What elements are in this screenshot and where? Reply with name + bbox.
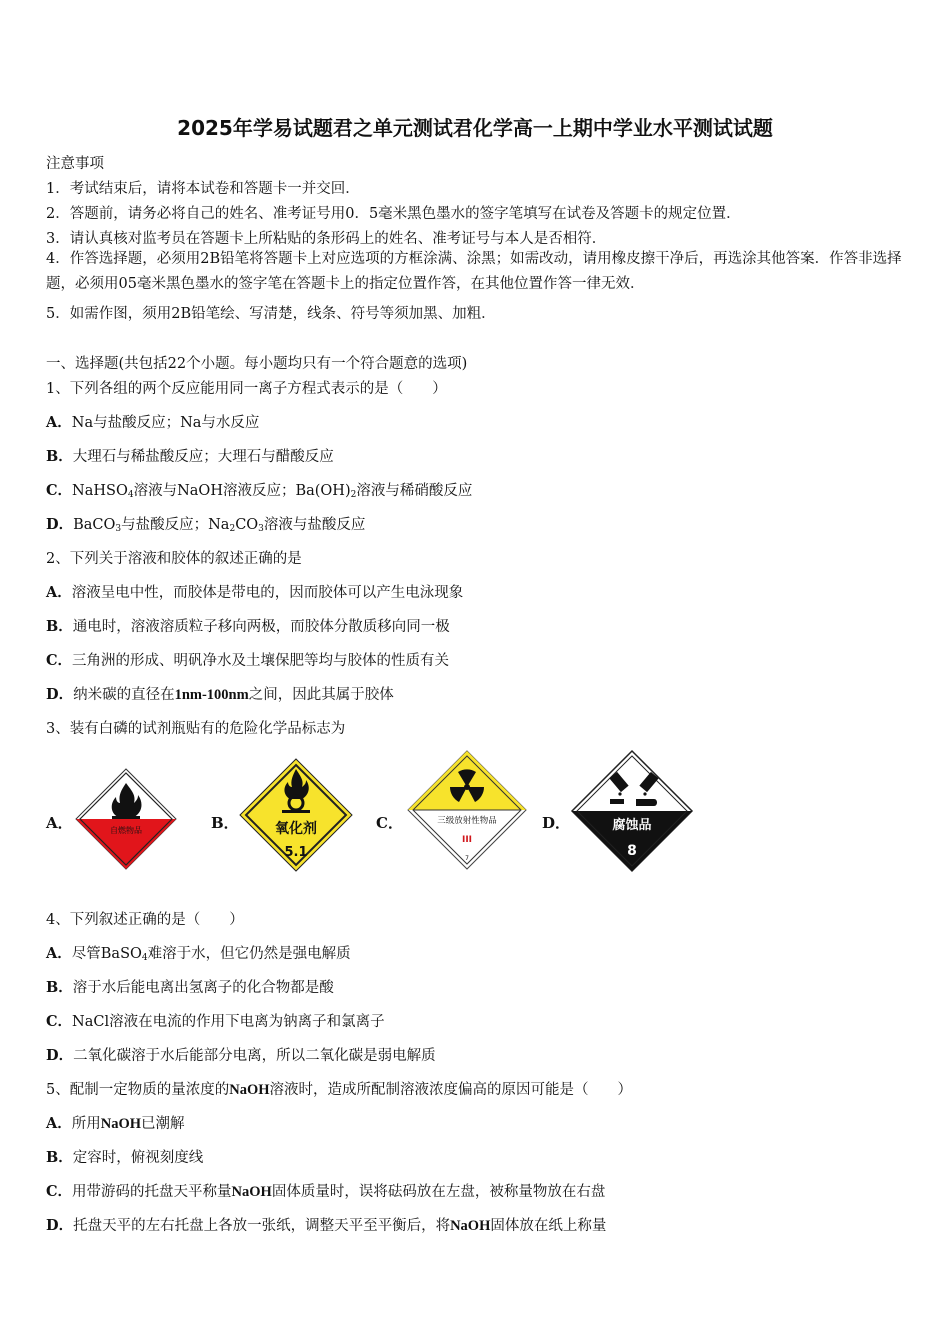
q5-option-d (46, 1214, 606, 1235)
stem-text: 5、配制一定物质的量浓度的 (46, 1082, 230, 1098)
option-text: 托盘天平的左右托盘上各放一张纸，调整天平至平衡后，将 (73, 1218, 451, 1234)
option-text: NaCl溶液在电流的作用下电离为钠离子和氯离子 (72, 1014, 385, 1030)
option-text: 固体质量时，误将砝码放在左盘，被称量物放在右盘 (271, 1184, 606, 1200)
option-letter: C． (46, 1183, 73, 1200)
q2-option-b (46, 615, 450, 636)
option-letter: A． (46, 414, 72, 431)
q4-stem: 4、下列叙述正确的是（ ） (46, 912, 244, 928)
stem-text: 溶液时，造成所配制溶液浓度偏高的原因可能是（ ） (269, 1082, 633, 1098)
option-letter: B． (46, 1149, 73, 1166)
subscript: 2 (229, 524, 236, 534)
sign-d-class: 8 (627, 843, 637, 859)
option-letter: B． (46, 448, 73, 465)
option-text: 通电时，溶液溶质粒子移向两极，而胶体分散质移向同一极 (72, 619, 450, 635)
option-letter: B． (46, 618, 73, 635)
spontaneous-combustion-sign (74, 767, 178, 871)
q2-option-a (46, 581, 463, 602)
option-text: 溶于水后能电离出氢离子的化合物都是酸 (72, 980, 334, 996)
option-text: 三角洲的形成、明矾净水及土壤保肥等均与胶体的性质有关 (72, 653, 450, 669)
q5-option-a (46, 1112, 185, 1133)
formula: CO (235, 517, 259, 533)
page-title: 2025年学易试题君之单元测试君化学高一上期中学业水平测试试题 (177, 116, 773, 140)
radioactive-sign (406, 749, 528, 871)
formula: NaHSO (72, 483, 128, 499)
oxidizer-sign (238, 757, 354, 873)
notice-item-3: 3．请认真核对监考员在答题卡上所粘贴的条形码上的姓名、准考证号与本人是否相符． (46, 231, 607, 247)
stem-text: NaOH (229, 1082, 270, 1098)
sign-d-label: 腐蚀品 (612, 818, 652, 833)
q3-stem: 3、装有白磷的试剂瓶贴有的危险化学品标志为 (46, 721, 346, 737)
option-letter: C． (46, 482, 73, 499)
option-letter: A． (46, 584, 72, 601)
option-text: 大理石与稀盐酸反应；大理石与醋酸反应 (72, 449, 334, 465)
q5-option-b (46, 1146, 203, 1167)
q1-option-a (46, 411, 259, 432)
option-text: 二氧化碳溶于水后能部分电离，所以二氧化碳是弱电解质 (73, 1048, 436, 1064)
q5-stem (46, 1078, 632, 1099)
notice-item-1: 1．考试结束后，请将本试卷和答题卡一并交回． (46, 181, 360, 197)
option-text: 已潮解 (141, 1116, 185, 1132)
option-text: 难溶于水，但它仍然是强电解质 (147, 946, 351, 962)
option-letter: D． (46, 686, 74, 703)
sign-b-class: 5.1 (284, 845, 308, 860)
subscript: 3 (258, 524, 264, 534)
subscript: 4 (127, 490, 134, 500)
q2-option-c (46, 649, 449, 670)
option-text: 固体放在纸上称量 (490, 1218, 607, 1234)
q1-option-c (46, 479, 472, 500)
q4-option-c (46, 1010, 385, 1031)
option-letter: A． (46, 814, 73, 832)
sign-c-label: 三级放射性物品 (437, 816, 497, 826)
q2-stem: 2、下列关于溶液和胶体的叙述正确的是 (46, 551, 302, 567)
notice-item-5: 5．如需作图，须用2B铅笔绘、写清楚，线条、符号等须加黑、加粗． (46, 306, 496, 322)
hazard-sign-row (46, 745, 726, 875)
corrosive-sign (570, 749, 694, 873)
option-letter: D． (542, 814, 571, 832)
option-text: NaOH (450, 1218, 491, 1234)
sign-c-category: III (461, 835, 473, 845)
q4-option-b (46, 976, 334, 997)
option-letter: C． (46, 1013, 73, 1030)
q1-option-b (46, 445, 334, 466)
subscript: 3 (115, 524, 122, 534)
sign-a-label: 自燃物品 (110, 826, 142, 835)
q5-option-c (46, 1180, 605, 1201)
option-letter: C． (46, 652, 73, 669)
option-letter: B． (46, 979, 73, 996)
option-text: 所用 (71, 1116, 101, 1132)
option-text: 与盐酸反应；Na (121, 517, 230, 533)
q1-option-d (46, 513, 365, 534)
option-text: NaOH (100, 1116, 142, 1132)
subscript: 4 (141, 953, 148, 963)
option-text: 尽管BaSO (71, 946, 142, 962)
section-heading: 一、选择题(共包括22个小题。每小题均只有一个符合题意的选项) (46, 356, 468, 372)
option-text: 溶液呈电中性，而胶体是带电的，因而胶体可以产生电泳现象 (71, 585, 464, 601)
option-letter: A． (46, 945, 72, 962)
q1-stem: 1、下列各组的两个反应能用同一离子方程式表示的是（ ） (46, 381, 447, 397)
option-text: 定容时，俯视刻度线 (72, 1150, 204, 1166)
option-text: 纳米碳的直径在 (73, 687, 175, 703)
option-text: 溶液与盐酸反应 (263, 517, 366, 533)
subscript: 2 (350, 490, 357, 500)
option-letter: B． (211, 814, 239, 832)
option-letter: A． (46, 1115, 72, 1132)
q4-option-a (46, 942, 351, 963)
notice-item-4: 4．作答选择题，必须用2B铅笔将答题卡上对应选项的方框涂满、涂黑；如需改动，请用橡皮擦干净后，再选涂其他答案．作答非选择题，必须用05毫米黑色墨水的签字笔在答题卡上的指定位置作答，在其他位置作答一律无效． (46, 251, 902, 292)
option-text: NaOH (231, 1184, 272, 1200)
option-text: 之间，因此其属于胶体 (248, 687, 394, 703)
option-text: Na与盐酸反应；Na与水反应 (71, 415, 260, 431)
option-text: 1nm-100nm (174, 687, 249, 703)
notice-item-2: 2．答题前，请务必将自己的姓名、准考证号用0．5毫米黑色墨水的签字笔填写在试卷及答题卡的规定位置． (46, 206, 741, 222)
option-letter: D． (46, 1217, 74, 1234)
notice-heading: 注意事项 (46, 156, 104, 172)
option-text: 溶液与NaOH溶液反应；Ba(OH) (133, 483, 351, 499)
sign-b-label: 氧化剂 (275, 821, 317, 837)
sign-c-class: 7 (465, 855, 469, 862)
option-letter: D． (46, 1047, 74, 1064)
option-letter: D． (46, 516, 74, 533)
q2-option-d (46, 683, 394, 704)
option-letter: C． (376, 814, 403, 832)
option-text: 溶液与稀硝酸反应 (356, 483, 473, 499)
option-text: 用带游码的托盘天平称量 (72, 1184, 232, 1200)
formula: BaCO (73, 517, 116, 533)
q4-option-d (46, 1044, 436, 1065)
